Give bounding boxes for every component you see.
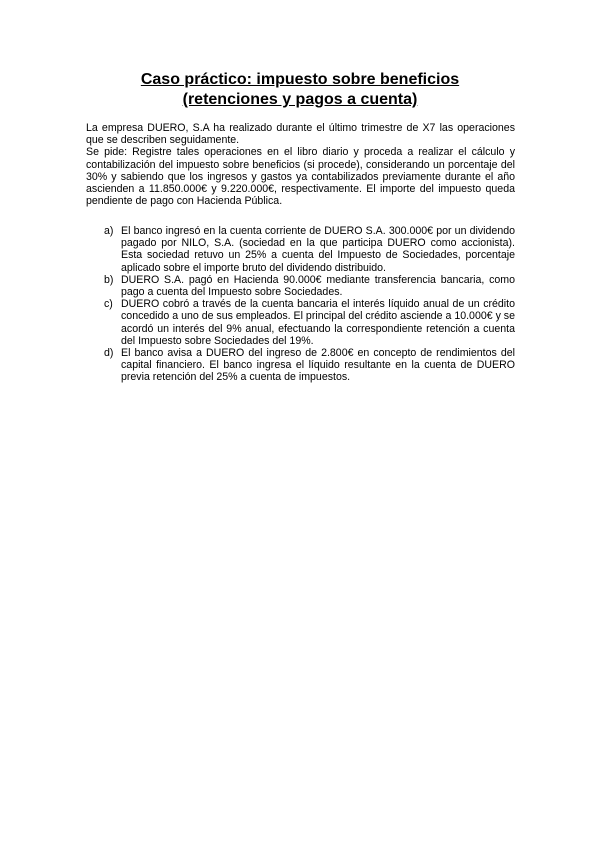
title-line-1: Caso práctico: impuesto sobre beneficios [140,71,460,88]
list-marker: a) [104,225,114,237]
page-title [80,70,520,110]
list-item-text: DUERO cobró a través de la cuenta bancaria el interés líquido anual de un crédito concedido a uno de sus empleados. El principal del crédito asciende a 10.000€ y se acordó un interés del 9% anual, efectuando la correspondiente retención a cuenta del Impuesto sobre Sociedades del 19%. [121,298,515,347]
list-marker: d) [104,347,114,360]
list-item-text: El banco ingresó en la cuenta corriente de DUERO S.A. 300.000€ por un dividendo pagado por NILO, S.A. (sociedad en la que participa DUERO como accionista). Esta sociedad retuvo un 25% a cuenta del Impuesto de Sociedades, porcentaje aplicado sobre el importe bruto del dividendo distribuido. [121,225,515,274]
intro-paragraph: La empresa DUERO, S.A ha realizado durante el último trimestre de X7 las operaciones que se describen seguidamente. [86,122,515,147]
list-item [104,225,515,274]
list-marker: b) [104,273,114,286]
list-item-text: El banco avisa a DUERO del ingreso de 2.800€ en concepto de rendimientos del capital financiero. El banco ingresa el líquido resultante en la cuenta de DUERO previa retención del 25% a cuenta de impuestos. [121,347,515,384]
list-marker: c) [104,298,113,311]
list-item [104,298,515,347]
list-item [104,274,515,298]
list-item-text: DUERO S.A. pagó en Hacienda 90.000€ mediante transferencia bancaria, como pago a cuenta del Impuesto sobre Sociedades. [121,273,515,299]
title-line-2: (retenciones y pagos a cuenta) [182,91,418,108]
operations-list [104,225,515,384]
list-item [104,347,515,384]
task-paragraph: Se pide: Registre tales operaciones en el libro diario y proceda a realizar el cálculo y contabilización del impuesto sobre beneficios (si procede), considerando un porcentaje del 30% y sabiendo que los ingresos y gastos ya contabilizados previamente durante el año ascienden a 11.850.000€ y 9.220.000€, respectivamente. El importe del impuesto queda pendiente de pago con Hacienda Pública. [86,146,515,208]
statement [86,122,515,207]
